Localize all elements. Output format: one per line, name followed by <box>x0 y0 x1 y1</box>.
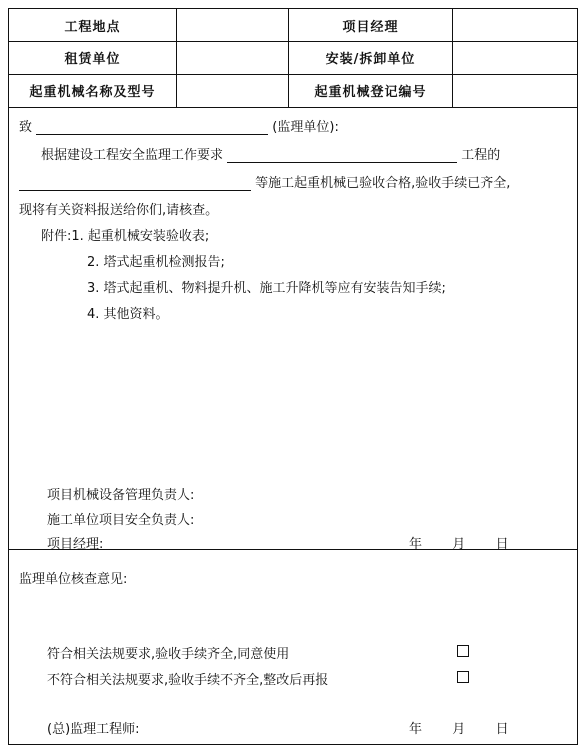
section-divider <box>9 549 577 550</box>
body-line-1 <box>41 144 500 163</box>
project-manager-signature: 项目经理: <box>47 537 104 552</box>
line2-suffix: 等施工起重机械已验收合格,验收手续已齐全, <box>255 176 511 191</box>
equip-manager-signature: 项目机械设备管理负责人: <box>47 488 195 503</box>
option-reject-text: 不符合相关法规要求,验收手续不齐全,整改后再报 <box>47 673 329 688</box>
installer-label: 安装/拆卸单位 <box>289 41 453 74</box>
year-label: 年 <box>409 537 423 552</box>
project-location-value[interactable] <box>177 9 289 41</box>
installer-value[interactable] <box>453 41 579 74</box>
project-manager-value[interactable] <box>453 9 579 41</box>
header-row-3 <box>9 74 577 108</box>
supervision-unit-blank[interactable] <box>36 120 268 135</box>
lessor-value[interactable] <box>177 41 289 74</box>
option-approve-text: 符合相关法规要求,验收手续齐全,同意使用 <box>47 647 290 662</box>
lessor-label: 租赁单位 <box>9 41 177 74</box>
option-approve-checkbox[interactable] <box>457 645 469 657</box>
line1-suffix: 工程的 <box>461 148 501 163</box>
attachment-4: 4. 其他资料。 <box>87 307 169 322</box>
project-manager-label: 项目经理 <box>289 9 453 41</box>
safety-manager-signature: 施工单位项目安全负责人: <box>47 513 195 528</box>
to-suffix: (监理单位): <box>272 120 339 135</box>
year-label: 年 <box>409 722 423 737</box>
machine-name-value[interactable] <box>177 74 289 107</box>
machine-reg-value[interactable] <box>453 74 579 107</box>
day-label: 日 <box>495 722 509 737</box>
header-row-1 <box>9 9 577 42</box>
chief-engineer-signature: (总)监理工程师: <box>47 722 140 737</box>
body-line-2 <box>19 172 510 191</box>
attachment-3: 3. 塔式起重机、物料提升机、施工升降机等应有安装告知手续; <box>87 281 446 296</box>
month-label: 月 <box>452 722 466 737</box>
option-reject-checkbox[interactable] <box>457 671 469 683</box>
header-row-2 <box>9 41 577 75</box>
to-line <box>19 116 339 135</box>
line1-prefix: 根据建设工程安全监理工作要求 <box>41 148 224 163</box>
review-title: 监理单位核查意见: <box>19 572 128 587</box>
to-prefix: 致 <box>19 120 33 135</box>
machine-reg-label: 起重机械登记编号 <box>289 74 453 107</box>
body-line-3: 现将有关资料报送给你们,请核查。 <box>19 203 219 218</box>
day-label: 日 <box>495 537 509 552</box>
project-name-blank[interactable] <box>227 148 457 163</box>
project-location-label: 工程地点 <box>9 9 177 41</box>
machine-name-label: 起重机械名称及型号 <box>9 74 177 107</box>
attachment-1: 附件:1. 起重机械安装验收表; <box>41 229 210 244</box>
month-label: 月 <box>452 537 466 552</box>
machines-blank[interactable] <box>19 176 251 191</box>
date-line-2 <box>409 718 509 737</box>
acceptance-form <box>8 8 578 745</box>
attachment-2: 2. 塔式起重机检测报告; <box>87 255 225 270</box>
